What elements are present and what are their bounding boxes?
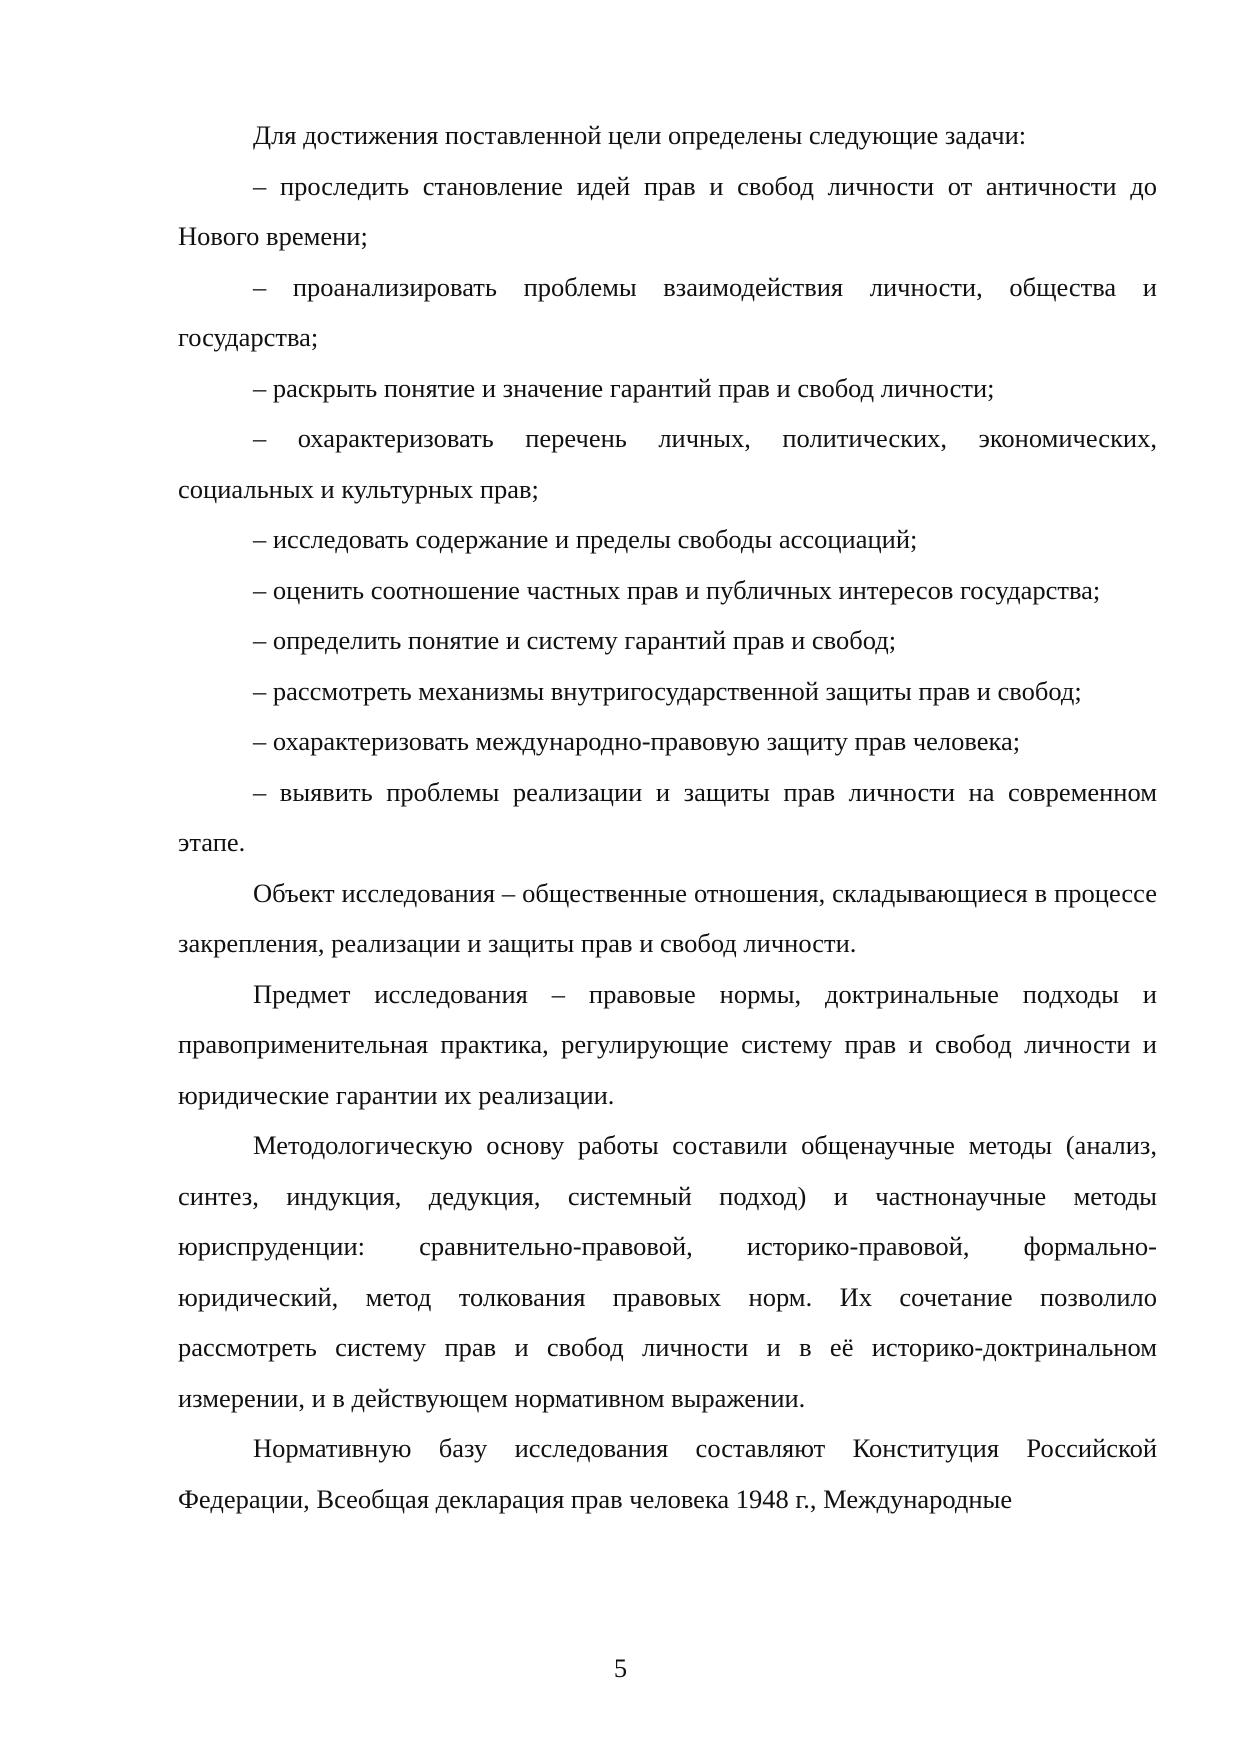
task-item: – проследить становление идей прав и свобод личности от античности до Нового времени; [178,170,1157,251]
paragraph-methodology: Методологическую основу работы составили общенаучные методы (анализ, синтез, индукция, дедукция, системный подход) и частнонаучные методы юриспруденции: сравнительно-правовой, историко-правовой, формально-юридический, метод толкования правовых норм. Их сочетание позволило рассмотреть систему прав и свобод личности и в её историко-доктринальном измерении, и в действующем нормативном выражении. [178,1130,1157,1413]
task-item: – рассмотреть механизмы внутригосударственной защиты прав и свобод; [253,675,1082,706]
page-number: 5 [613,1653,628,1683]
task-item: – раскрыть понятие и значение гарантий прав и свобод личности; [253,372,995,403]
task-item: – охарактеризовать перечень личных, политических, экономических, социальных и культурных прав; [178,423,1157,504]
document-body [178,110,1157,1524]
paragraph-tasks-intro: Для достижения поставленной цели определены следующие задачи: [253,120,1027,150]
paragraph-object: Объект исследования – общественные отношения, складывающиеся в процессе закрепления, реализации и защиты прав и свобод личности. [178,877,1157,958]
task-item: – оценить соотношение частных прав и публичных интересов государства; [253,574,1101,605]
task-item: – охарактеризовать международно-правовую защиту прав человека; [253,726,1021,756]
task-item: – исследовать содержание и пределы свободы ассоциаций; [253,524,918,554]
task-item: – определить понятие и систему гарантий прав и свобод; [253,625,897,655]
task-item: – выявить проблемы реализации и защиты прав личности на современном этапе. [178,776,1157,857]
task-item: – проанализировать проблемы взаимодействия личности, общества и государства; [178,271,1157,352]
paragraph-normative-base: Нормативную базу исследования составляют Конституция Российской Федерации, Всеобщая декларация прав человека 1948 г., Международные [178,1433,1157,1514]
paragraph-subject: Предмет исследования – правовые нормы, доктринальные подходы и правоприменительная практика, регулирующие систему прав и свобод личности и юридические гарантии их реализации. [178,978,1157,1110]
